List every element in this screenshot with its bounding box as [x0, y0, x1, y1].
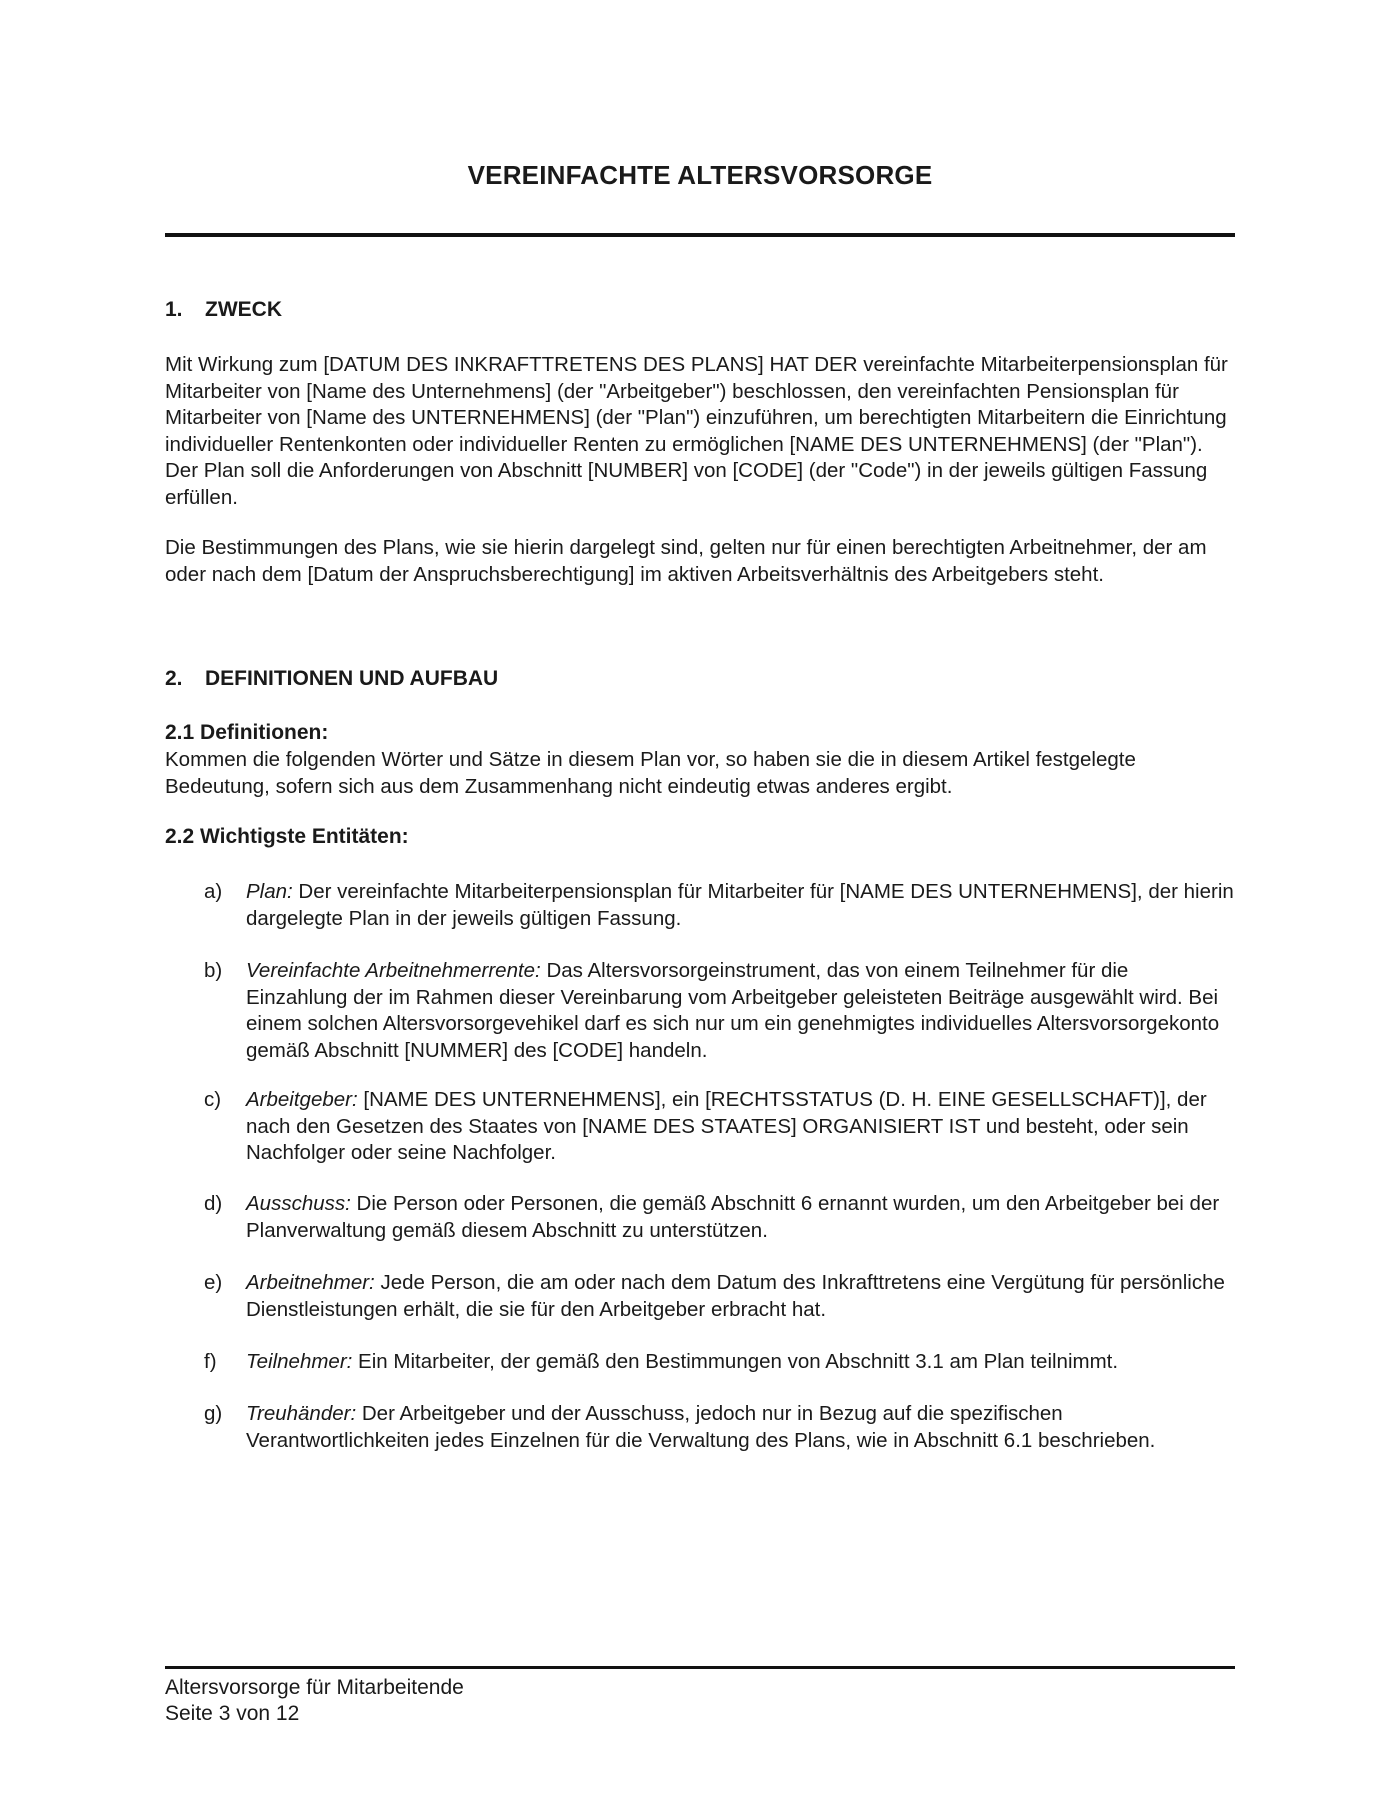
definition-item	[204, 1191, 1234, 1244]
section-2-title: DEFINITIONEN UND AUFBAU	[205, 667, 499, 690]
definition-letter: g)	[204, 1402, 223, 1425]
definition-letter: b)	[204, 959, 223, 982]
page-title: VEREINFACHTE ALTERSVORSORGE	[467, 160, 933, 190]
definition-term: Teilnehmer:	[246, 1350, 353, 1373]
subsection-2-2-heading: 2.2 Wichtigste Entitäten:	[165, 825, 409, 848]
footer-divider	[165, 1666, 1235, 1669]
section-1-heading	[165, 298, 282, 322]
definition-item	[204, 1401, 1234, 1454]
section-1-title: ZWECK	[205, 298, 282, 321]
section-2-number: 2.	[165, 667, 183, 690]
footer-page-number: Seite 3 von 12	[165, 1702, 300, 1725]
definition-letter: e)	[204, 1271, 223, 1294]
definition-text: [NAME DES UNTERNEHMENS], ein [RECHTSSTATUS (D. H. EINE GESELLSCHAFT)], der nach den Gesetzen des Staates von [NAME DES STAATES] ORGANISIERT IST und besteht, oder sein Nachfolger oder seine Nachfolger.	[246, 1088, 1207, 1164]
definition-letter: a)	[204, 880, 223, 903]
subsection-2-1-text: Kommen die folgenden Wörter und Sätze in diesem Plan vor, so haben sie die in diesem Artikel festgelegte Bedeutung, sofern sich aus dem Zusammenhang nicht eindeutig etwas anderes ergibt.	[165, 748, 1136, 798]
title-divider	[165, 233, 1235, 237]
definition-term: Plan:	[246, 880, 293, 903]
definition-item	[204, 879, 1234, 932]
definition-term: Arbeitnehmer:	[246, 1271, 375, 1294]
definition-text: Das Altersvorsorgeinstrument, das von einem Teilnehmer für die Einzahlung der im Rahmen dieser Vereinbarung vom Arbeitgeber geleisteten Beiträge ausgewählt wird. Bei einem solchen Altersvorsorgevehikel darf es sich nur um ein genehmigtes individuelles Altersvorsorgekonto gemäß Abschnitt [NUMMER] des [CODE] handeln.	[246, 959, 1220, 1062]
definition-item	[204, 1087, 1234, 1167]
section-1-number: 1.	[165, 298, 183, 321]
definition-text: Ein Mitarbeiter, der gemäß den Bestimmungen von Abschnitt 3.1 am Plan teilnimmt.	[352, 1350, 1119, 1373]
definition-item	[204, 1270, 1234, 1323]
definition-term: Arbeitgeber:	[246, 1088, 358, 1111]
section-2-heading	[165, 667, 498, 691]
definition-letter: d)	[204, 1192, 223, 1215]
definition-text: Der Arbeitgeber und der Ausschuss, jedoch nur in Bezug auf die spezifischen Verantwortlichkeiten jedes Einzelnen für die Verwaltung des Plans, wie in Abschnitt 6.1 beschrieben.	[246, 1402, 1156, 1452]
definition-item	[204, 958, 1234, 1064]
definition-letter: f)	[204, 1350, 217, 1373]
footer-title: Altersvorsorge für Mitarbeitende	[165, 1676, 464, 1699]
definition-letter: c)	[204, 1088, 222, 1111]
subsection-2-1-heading: 2.1 Definitionen:	[165, 721, 329, 744]
definition-term: Ausschuss:	[246, 1192, 351, 1215]
section-1-paragraph-2: Die Bestimmungen des Plans, wie sie hierin dargelegt sind, gelten nur für einen berechtigten Arbeitnehmer, der am oder nach dem [Datum der Anspruchsberechtigung] im aktiven Arbeitsverhältnis des Arbeitgebers steht.	[165, 536, 1207, 586]
section-1-paragraph-1: Mit Wirkung zum [DATUM DES INKRAFTTRETENS DES PLANS] HAT DER vereinfachte Mitarbeiterpensionsplan für Mitarbeiter von [Name des Unternehmens] (der "Arbeitgeber") beschlossen, den vereinfachten Pensionsplan für Mitarbeiter von [Name des UNTERNEHMENS] (der "Plan") einzuführen, um berechtigten Mitarbeitern die Einrichtung individueller Rentenkonten oder individueller Renten zu ermöglichen [NAME DES UNTERNEHMENS] (der "Plan"). Der Plan soll die Anforderungen von Abschnitt [NUMBER] von [CODE] (der "Code") in der jeweils gültigen Fassung erfüllen.	[165, 353, 1228, 509]
definition-term: Treuhänder:	[246, 1402, 357, 1425]
definition-item	[204, 1349, 1234, 1376]
definition-text: Der vereinfachte Mitarbeiterpensionsplan für Mitarbeiter für [NAME DES UNTERNEHMENS], der hierin dargelegte Plan in der jeweils gültigen Fassung.	[246, 880, 1234, 930]
definition-term: Vereinfachte Arbeitnehmerrente:	[246, 959, 541, 982]
definition-text: Jede Person, die am oder nach dem Datum des Inkrafttretens eine Vergütung für persönliche Dienstleistungen erhält, die sie für den Arbeitgeber erbracht hat.	[246, 1271, 1225, 1321]
definition-text: Die Person oder Personen, die gemäß Abschnitt 6 ernannt wurden, um den Arbeitgeber bei der Planverwaltung gemäß diesem Abschnitt zu unterstützen.	[246, 1192, 1220, 1242]
